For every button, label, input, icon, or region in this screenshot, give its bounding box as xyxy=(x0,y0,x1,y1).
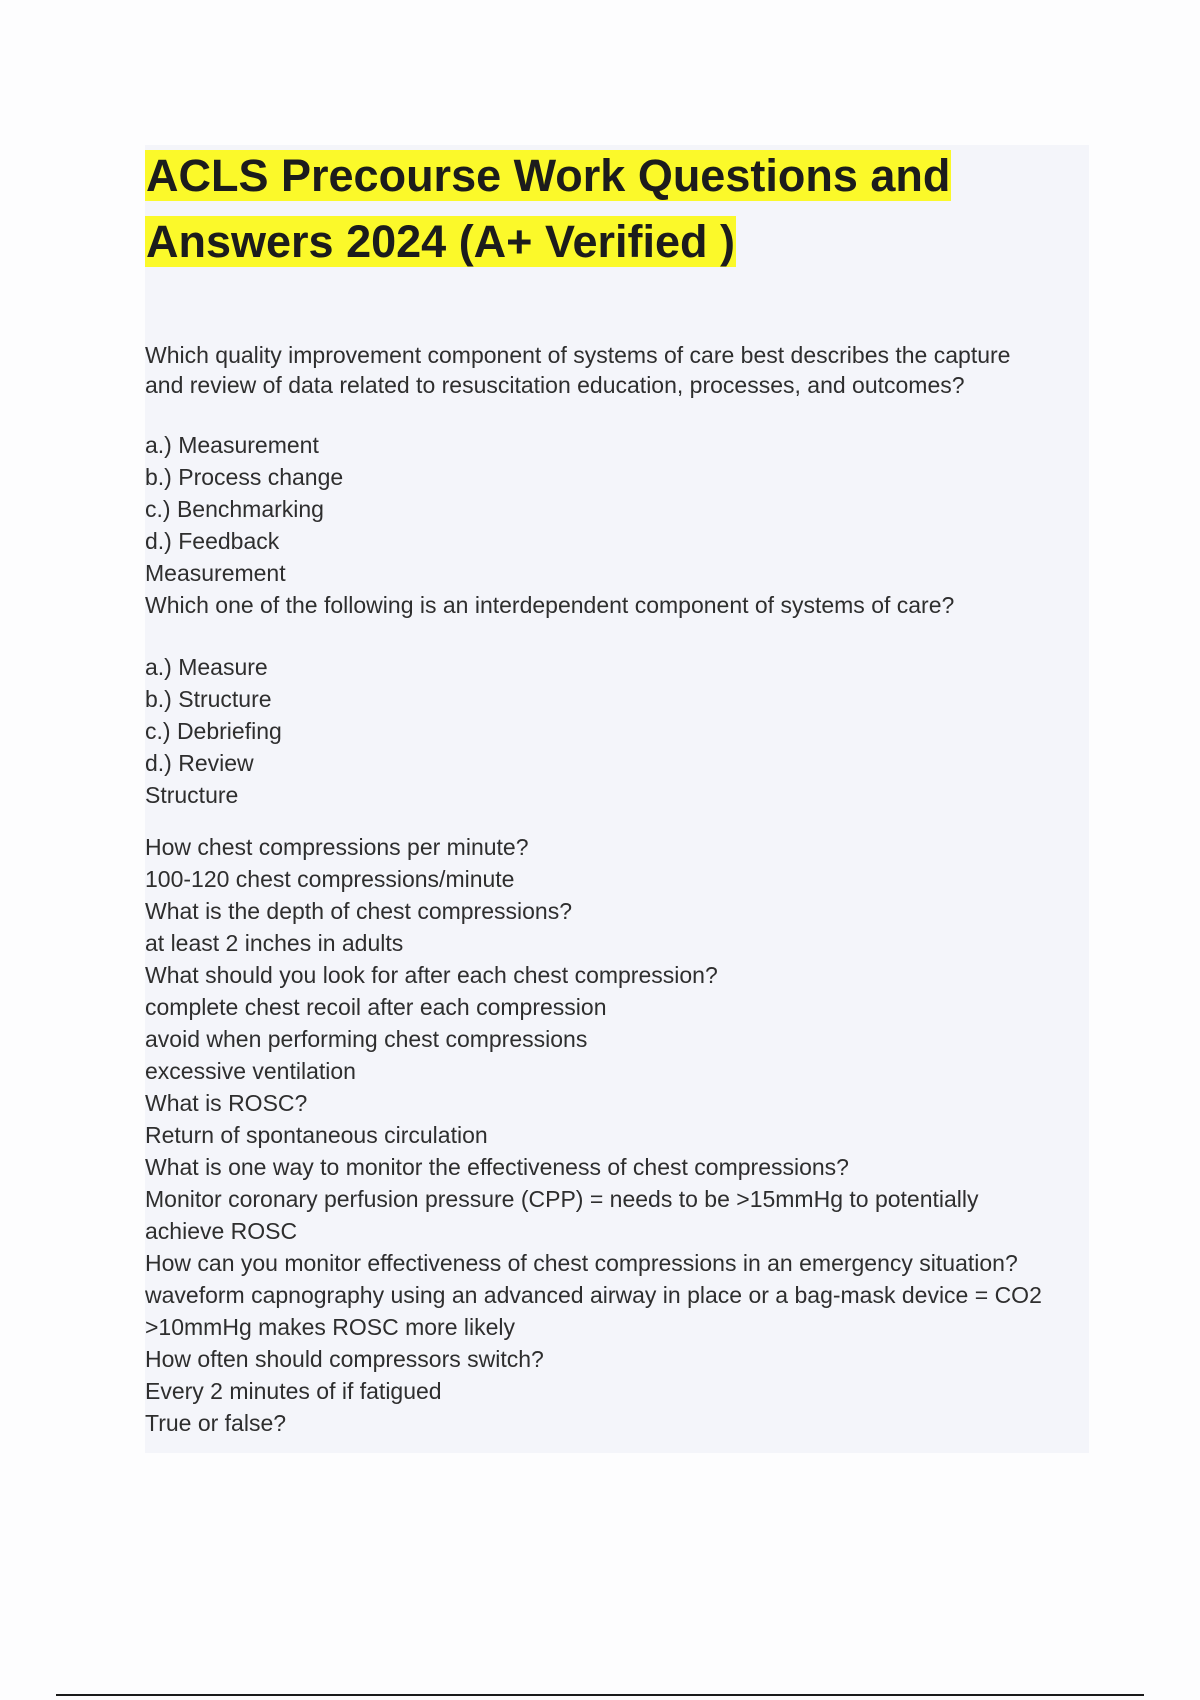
question-text: What is the depth of chest compressions? xyxy=(145,898,572,924)
answer-text: at least 2 inches in adults xyxy=(145,930,404,956)
answer-text: Monitor coronary perfusion pressure (CPP) = needs to be >15mmHg to potentially xyxy=(145,1186,979,1212)
title-line-1: ACLS Precourse Work Questions and xyxy=(146,150,951,201)
answer-text: waveform capnography using an advanced airway in place or a bag-mask device = CO2 xyxy=(145,1282,1042,1308)
answer-text: Return of spontaneous circulation xyxy=(145,1122,488,1148)
answer-text: achieve ROSC xyxy=(145,1218,298,1244)
question-text: What should you look for after each chest compression? xyxy=(145,962,718,988)
answer-option: b.) Process change xyxy=(145,464,344,490)
answer-option: c.) Debriefing xyxy=(145,718,282,744)
answer-text: Every 2 minutes of if fatigued xyxy=(145,1378,442,1404)
question-text: avoid when performing chest compressions xyxy=(145,1026,588,1052)
answer-option: a.) Measurement xyxy=(145,432,319,458)
page-bottom-rule xyxy=(56,1694,1144,1696)
answer-option: c.) Benchmarking xyxy=(145,496,324,522)
answer-option: b.) Structure xyxy=(145,686,272,712)
answer-option: a.) Measure xyxy=(145,654,268,680)
question-text: How chest compressions per minute? xyxy=(145,834,529,860)
question-text: How often should compressors switch? xyxy=(145,1346,544,1372)
question-text: What is ROSC? xyxy=(145,1090,308,1116)
answer-option: d.) Feedback xyxy=(145,528,280,554)
question-text: Which one of the following is an interdependent component of systems of care? xyxy=(145,592,955,618)
correct-answer: Structure xyxy=(145,782,239,808)
document-body xyxy=(145,340,1095,1439)
answer-text: >10mmHg makes ROSC more likely xyxy=(145,1314,516,1340)
question-text: True or false? xyxy=(145,1410,287,1436)
correct-answer: Measurement xyxy=(145,560,286,586)
answer-text: 100-120 chest compressions/minute xyxy=(145,866,515,892)
document-title xyxy=(145,143,1089,275)
title-line-2: Answers 2024 (A+ Verified ) xyxy=(146,216,736,267)
answer-text: excessive ventilation xyxy=(145,1058,356,1084)
question-text: and review of data related to resuscitation education, processes, and outcomes? xyxy=(145,372,965,398)
answer-text: complete chest recoil after each compression xyxy=(145,994,607,1020)
question-text: What is one way to monitor the effectiveness of chest compressions? xyxy=(145,1154,849,1180)
answer-option: d.) Review xyxy=(145,750,254,776)
question-text: How can you monitor effectiveness of chest compressions in an emergency situation? xyxy=(145,1250,1018,1276)
question-text: Which quality improvement component of systems of care best describes the capture xyxy=(145,342,1011,368)
